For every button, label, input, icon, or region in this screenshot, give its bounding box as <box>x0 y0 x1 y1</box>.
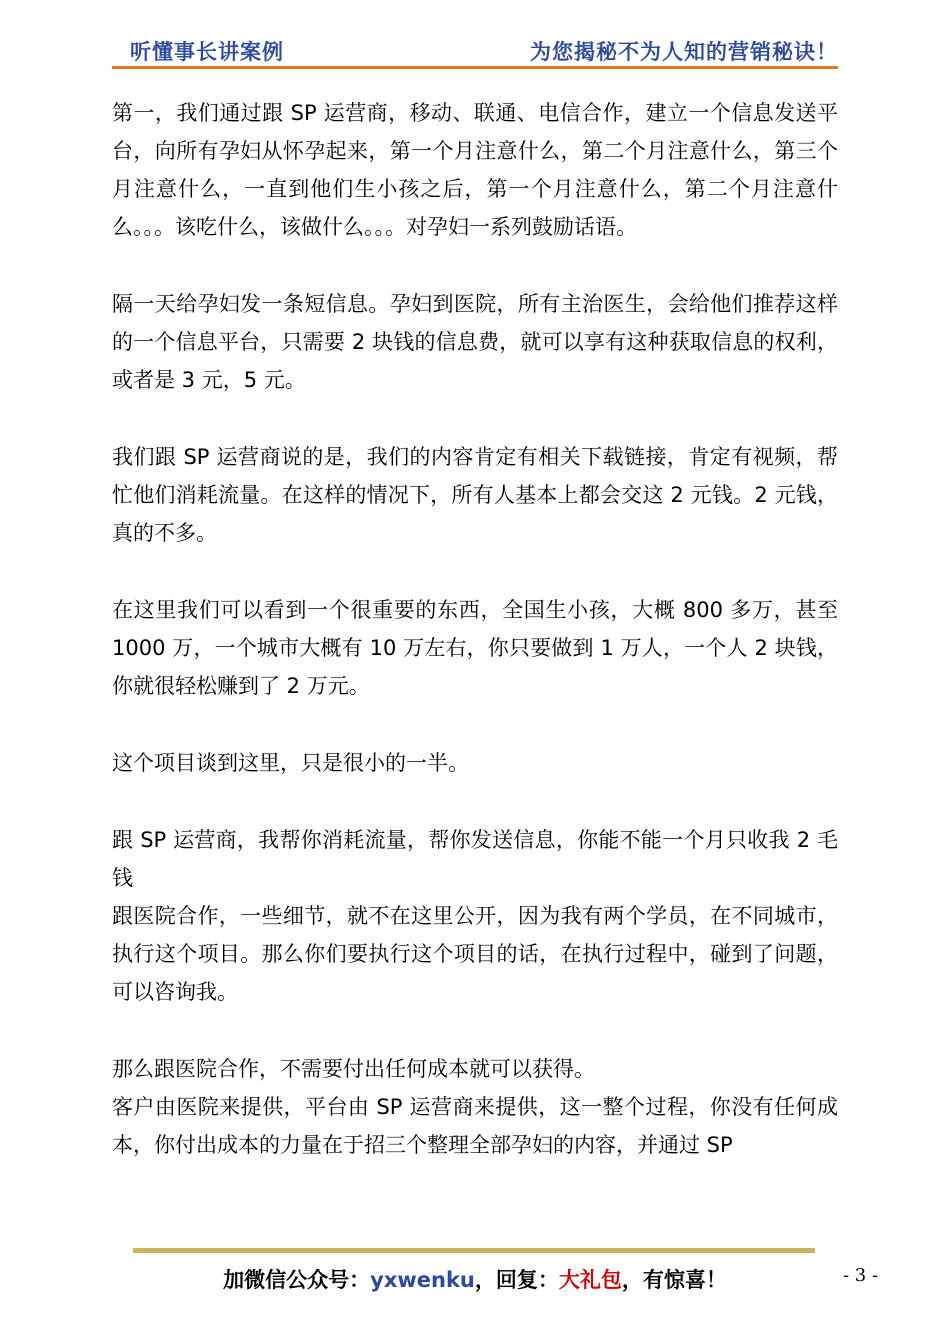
paragraph-7: 跟医院合作，一些细节，就不在这里公开，因为我有两个学员，在不同城市，执行这个项目。那么你们要执行这个项目的话，在执行过程中，碰到了问题，可以咨询我。 <box>112 904 838 1004</box>
header-left-title: 听懂事长讲案例 <box>130 40 284 64</box>
footer-suffix: ，有惊喜！ <box>621 1268 727 1292</box>
footer-gift: 大礼包 <box>558 1268 622 1292</box>
header-divider <box>112 66 838 69</box>
paragraph-4: 在这里我们可以看到一个很重要的东西，全国生小孩，大概 800 多万，甚至 1000 万，一个城市大概有 10 万左右，你只要做到 1 万人，一个人 2 块钱，你就很轻松赚到了 2 万元。 <box>112 598 838 698</box>
page-number: - 3 - <box>843 1265 879 1286</box>
footer-account: yxwenku <box>370 1268 475 1292</box>
footer-divider <box>133 1248 815 1253</box>
paragraph-5: 这个项目谈到这里，只是很小的一半。 <box>112 751 469 775</box>
page-header <box>112 30 838 70</box>
paragraph-6: 跟 SP 运营商，我帮你消耗流量，帮你发送信息，你能不能一个月只收我 2 毛钱 <box>112 828 838 890</box>
document-body <box>112 94 838 1164</box>
paragraph-1: 第一，我们通过跟 SP 运营商，移动、联通、电信合作，建立一个信息发送平台，向所有孕妇从怀孕起来，第一个月注意什么，第二个月注意什么，第三个月注意什么，一直到他们生小孩之后，第一个月注意什么，第二个月注意什么。。。该吃什么，该做什么。。。对孕妇一系列鼓励话语。 <box>112 101 838 239</box>
paragraph-2: 隔一天给孕妇发一条短信息。孕妇到医院，所有主治医生，会给他们推荐这样的一个信息平台，只需要 2 块钱的信息费，就可以享有这种获取信息的权利，或者是 3 元，5 元。 <box>112 292 838 392</box>
paragraph-3: 我们跟 SP 运营商说的是，我们的内容肯定有相关下载链接，肯定有视频，帮忙他们消耗流量。在这样的情况下，所有人基本上都会交这 2 元钱。2 元钱，真的不多。 <box>112 445 838 545</box>
paragraph-9: 客户由医院来提供，平台由 SP 运营商来提供，这一整个过程，你没有任何成本，你付出成本的力量在于招三个整理全部孕妇的内容，并通过 SP <box>112 1095 838 1157</box>
footer-prefix: 加微信公众号： <box>223 1268 371 1292</box>
paragraph-8: 那么跟医院合作，不需要付出任何成本就可以获得。 <box>112 1057 595 1081</box>
footer-promo <box>0 1264 950 1294</box>
header-right-slogan: 为您揭秘不为人知的营销秘诀！ <box>530 40 838 64</box>
footer-middle: ，回复： <box>474 1268 559 1292</box>
